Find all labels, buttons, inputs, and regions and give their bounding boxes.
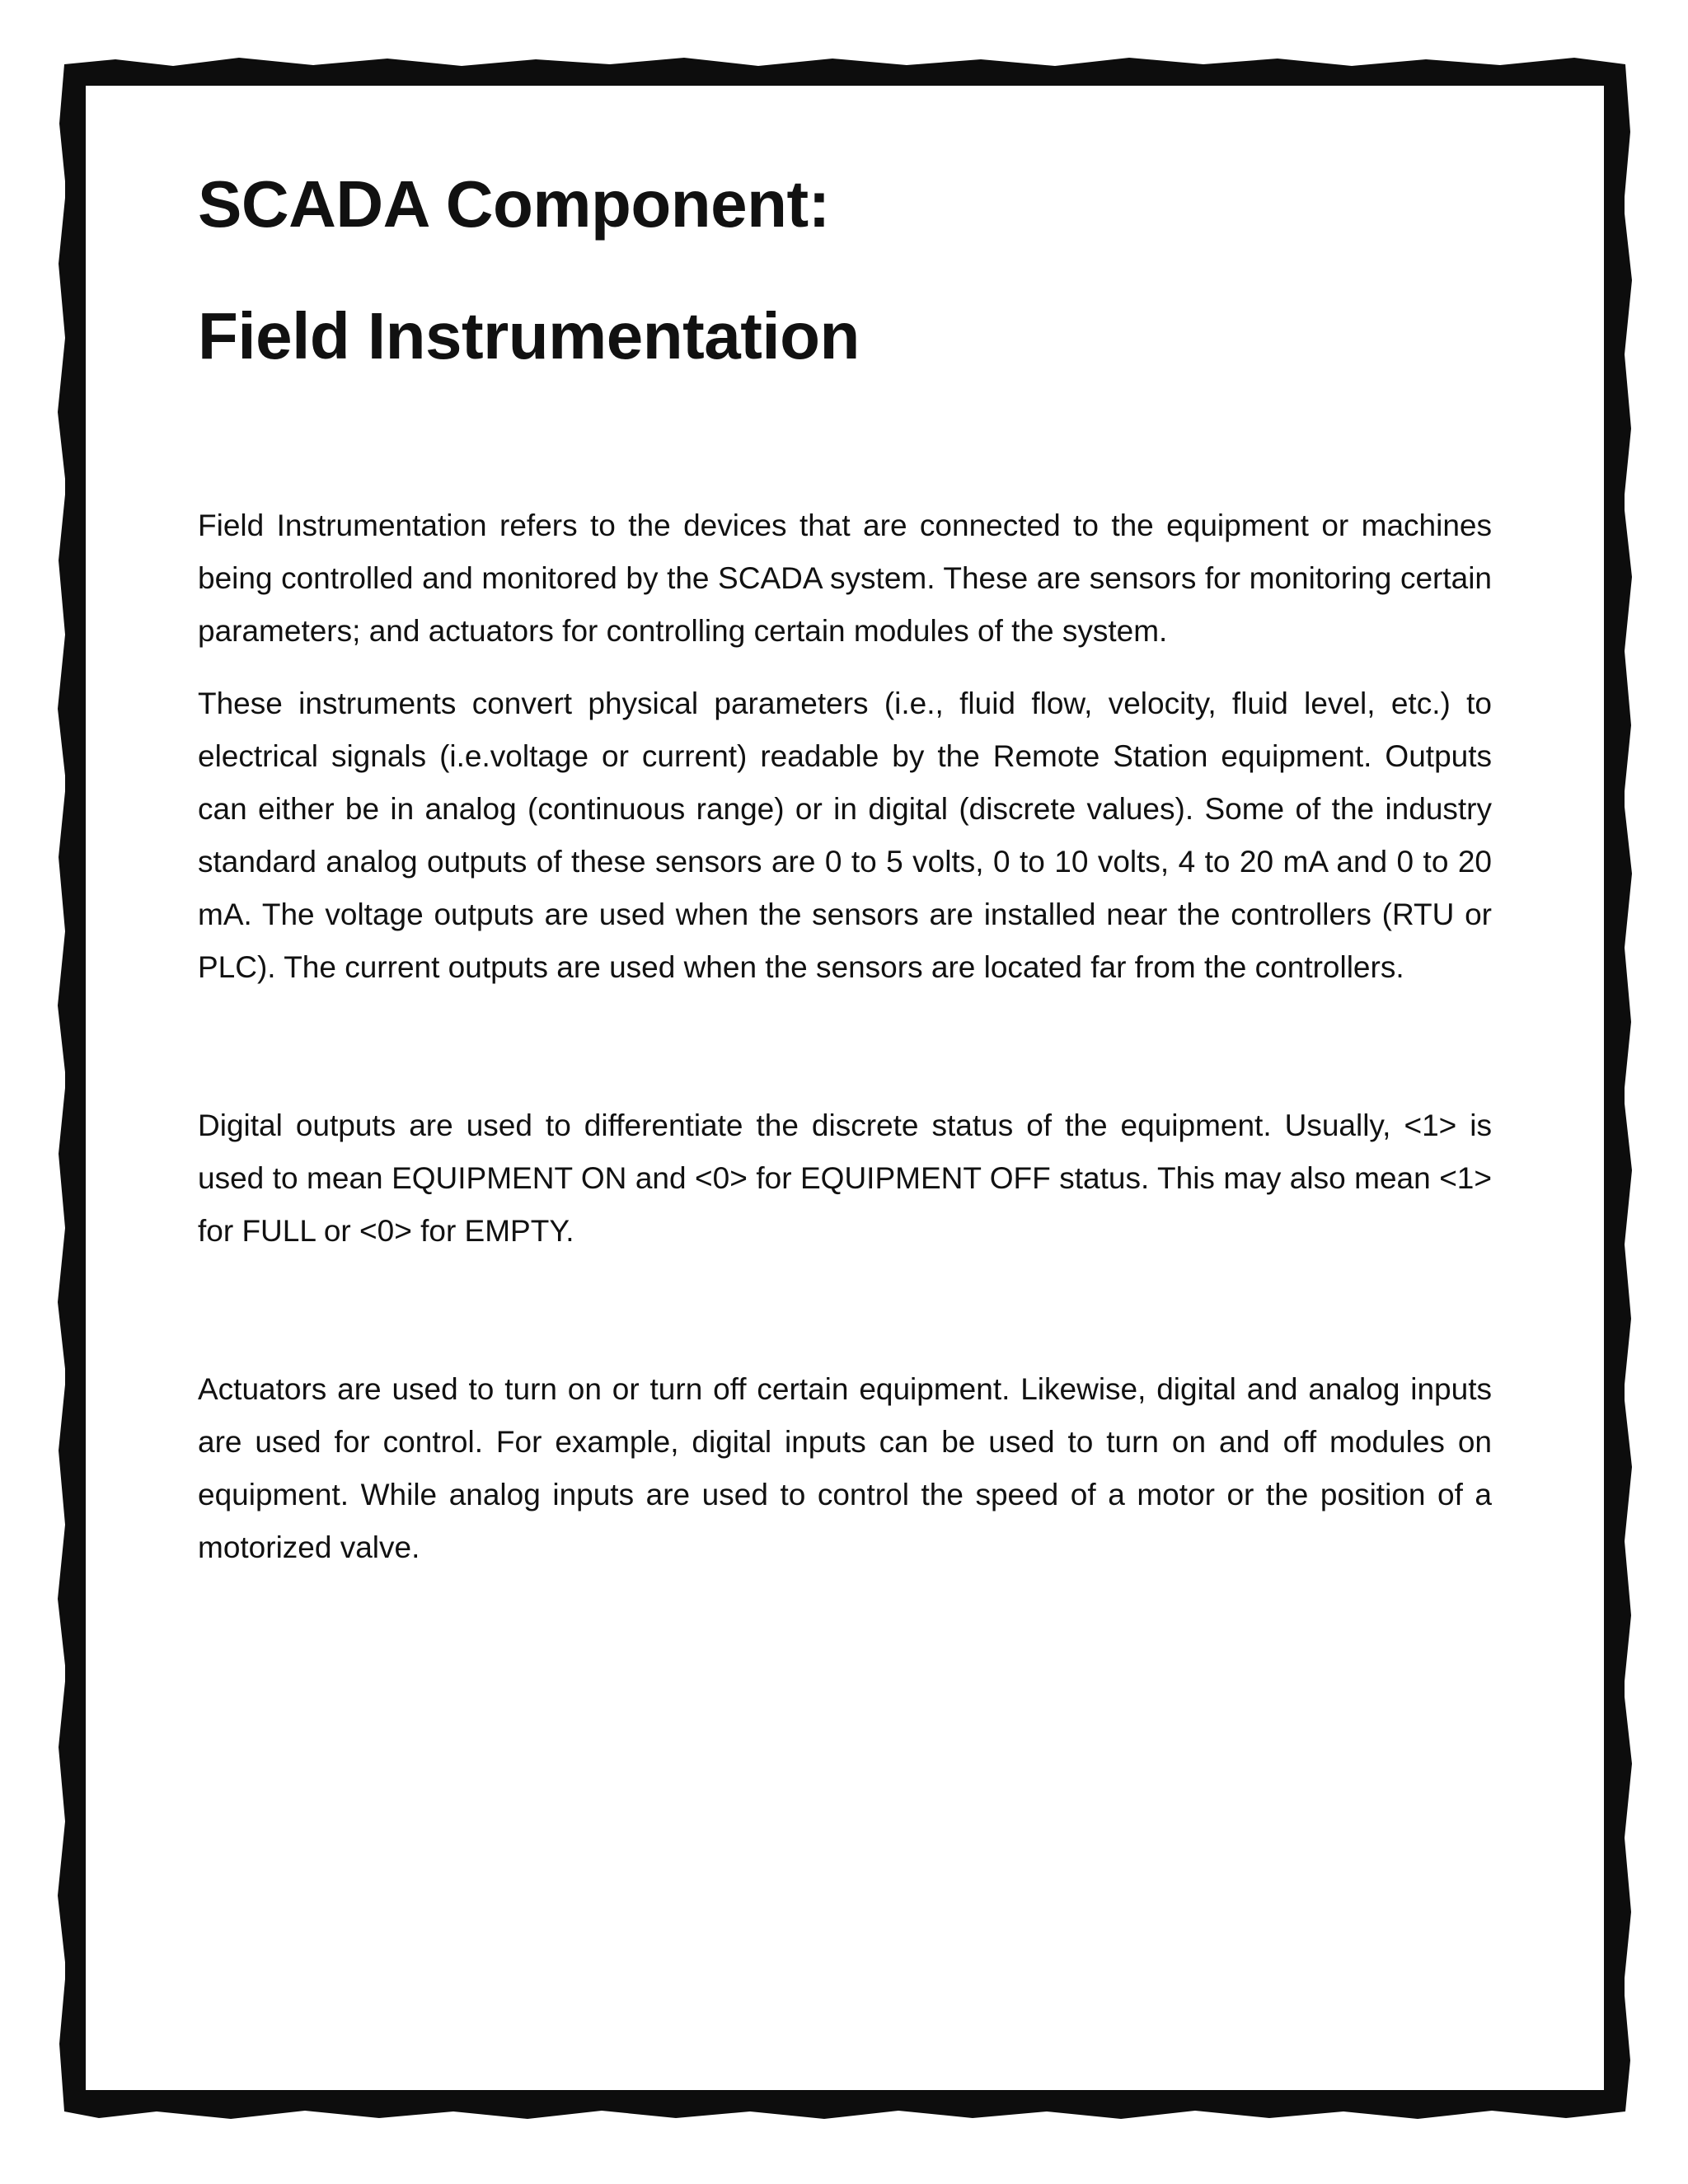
paragraph-digital-outputs: Digital outputs are used to differentiate the discrete status of the equipment. Usually, <1> is used to mean EQUIPMENT ON and <0> for EQUIPMENT OFF status. This may also mean <1> for FULL or <0> for EMPTY.: [198, 1108, 1492, 1248]
document-title-line-1: SCADA Component:: [198, 167, 830, 241]
document-body: [198, 165, 1492, 1574]
paragraph-actuators: Actuators are used to turn on or turn off certain equipment. Likewise, digital and analog inputs are used for control. For example, digital inputs can be used to turn on and off modules on equipment. While analog inputs are used to control the speed of a motor or the position of a motorized valve.: [198, 1372, 1492, 1564]
paragraph-intro: Field Instrumentation refers to the devices that are connected to the equipment or machines being controlled and monitored by the SCADA system. These are sensors for monitoring certain parameters; and actuators for controlling certain modules of the system.: [198, 509, 1492, 648]
document-title-line-2: Field Instrumentation: [198, 299, 860, 373]
paragraph-signals: These instruments convert physical parameters (i.e., fluid flow, velocity, fluid level, etc.) to electrical signals (i.e.voltage or current) readable by the Remote Station equipment. Outputs can either be in analog (continuous range) or in digital (discrete values). Some of the industry standard analog outputs of these sensors are 0 to 5 volts, 0 to 10 volts, 4 to 20 mA and 0 to 20 mA. The voltage outputs are used when the sensors are installed near the controllers (RTU or PLC). The current outputs are used when the sensors are located far from the controllers.: [198, 687, 1492, 984]
